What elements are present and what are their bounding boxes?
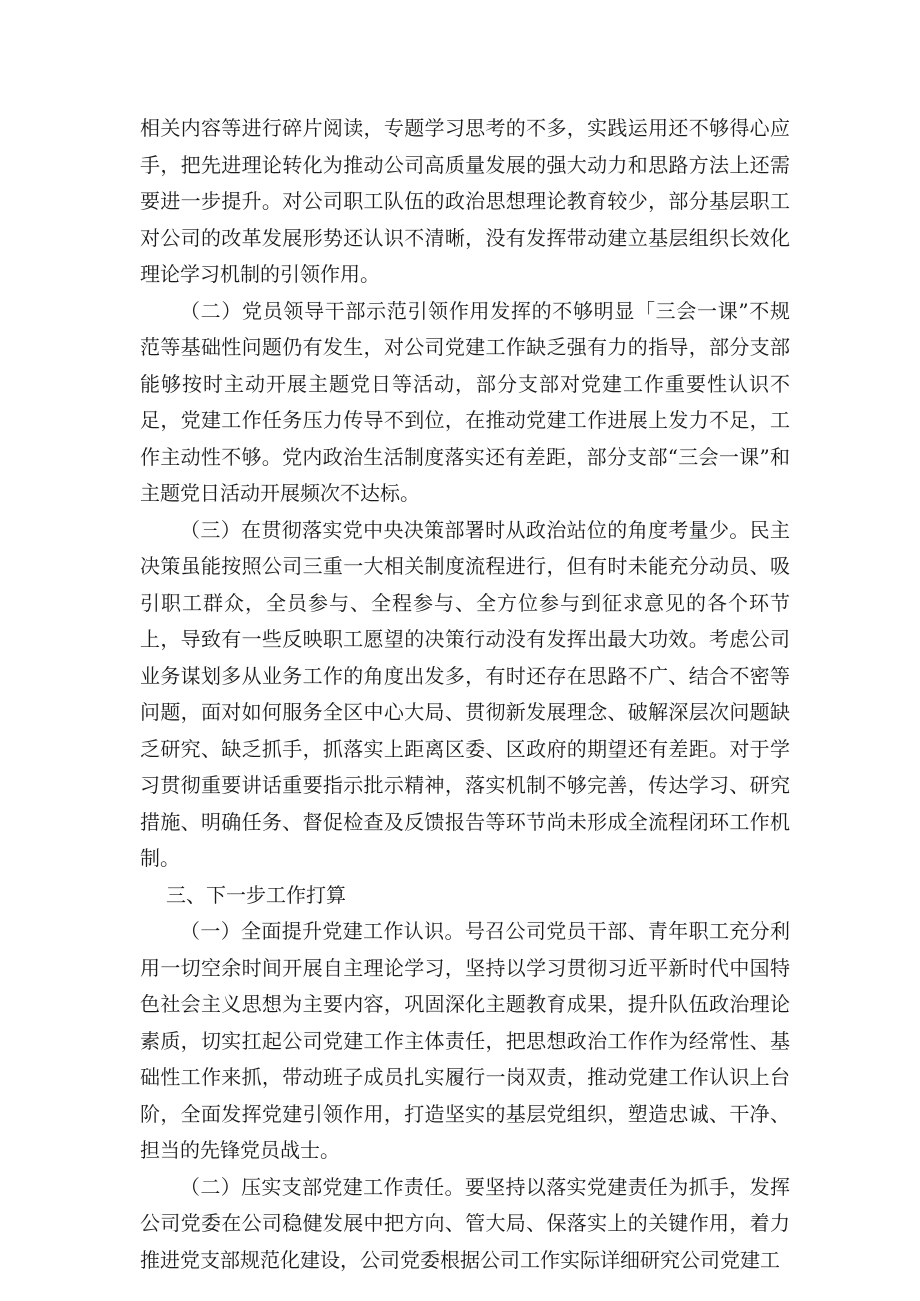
paragraph-plan-two: （二）压实支部党建工作责任。要坚持以落实党建责任为抓手，发挥公司党委在公司稳健发展中把方向、管大局、保落实上的关键作用，着力推进党支部规范化建设，公司党委根据公司工作实际详细研究公司党建工 — [140, 1174, 790, 1272]
section-heading-next-steps: 三、下一步工作打算 — [166, 882, 346, 907]
paragraph-plan-one: （一）全面提升党建工作认识。号召公司党员干部、青年职工充分利用一切空余时间开展自主理论学习，坚持以学习贯彻习近平新时代中国特色社会主义思想为主要内容，巩固深化主题教育成果，提升队伍政治理论素质，切实扛起公司党建工作主体责任，把思想政治工作作为经常性、基础性工作来抓，带动班子成员扎实履行一岗双责，推动党建工作认识上台阶，全面发挥党建引领作用，打造坚实的基层党组织，塑造忠诚、干净、担当的先锋党员战士。 — [140, 919, 790, 1162]
paragraph-issue-two: （二）党员领导干部示范引领作用发挥的不够明显「三会一课”不规范等基础性问题仍有发生，对公司党建工作缺乏强有力的指导，部分支部能够按时主动开展主题党日等活动，部分支部对党建工作重要性认识不足，党建工作任务压力传导不到位，在推动党建工作进展上发力不足，工作主动性不够。党内政治生活制度落实还有差距，部分支部“三会一课”和主题党日活动开展频次不达标。 — [140, 298, 790, 505]
paragraph-issue-three: （三）在贯彻落实党中央决策部署时从政治站位的角度考量少。民主决策虽能按照公司三重一大相关制度流程进行，但有时未能充分动员、吸引职工群众，全员参与、全程参与、全方位参与到征求意见的各个环节上，导致有一些反映职工愿望的决策行动没有发挥出最大功效。考虑公司业务谋划多从业务工作的角度出发多，有时还存在思路不广、结合不密等问题，面对如何服务全区中心大局、贯彻新发展理念、破解深层次问题缺乏研究、缺乏抓手，抓落实上距离区委、区政府的期望还有差距。对于学习贯彻重要讲话重要指示批示精神，落实机制不够完善，传达学习、研究措施、明确任务、督促检查及反馈报告等环节尚未形成全流程闭环工作机制。 — [140, 517, 790, 870]
paragraph-continuation: 相关内容等进行碎片阅读，专题学习思考的不多，实践运用还不够得心应手，把先进理论转化为推动公司高质量发展的强大动力和思路方法上还需要进一步提升。对公司职工队伍的政治思想理论教育较少，部分基层职工对公司的改革发展形势还认识不清晰，没有发挥带动建立基层组织长效化理论学习机制的引领作用。 — [140, 116, 790, 286]
